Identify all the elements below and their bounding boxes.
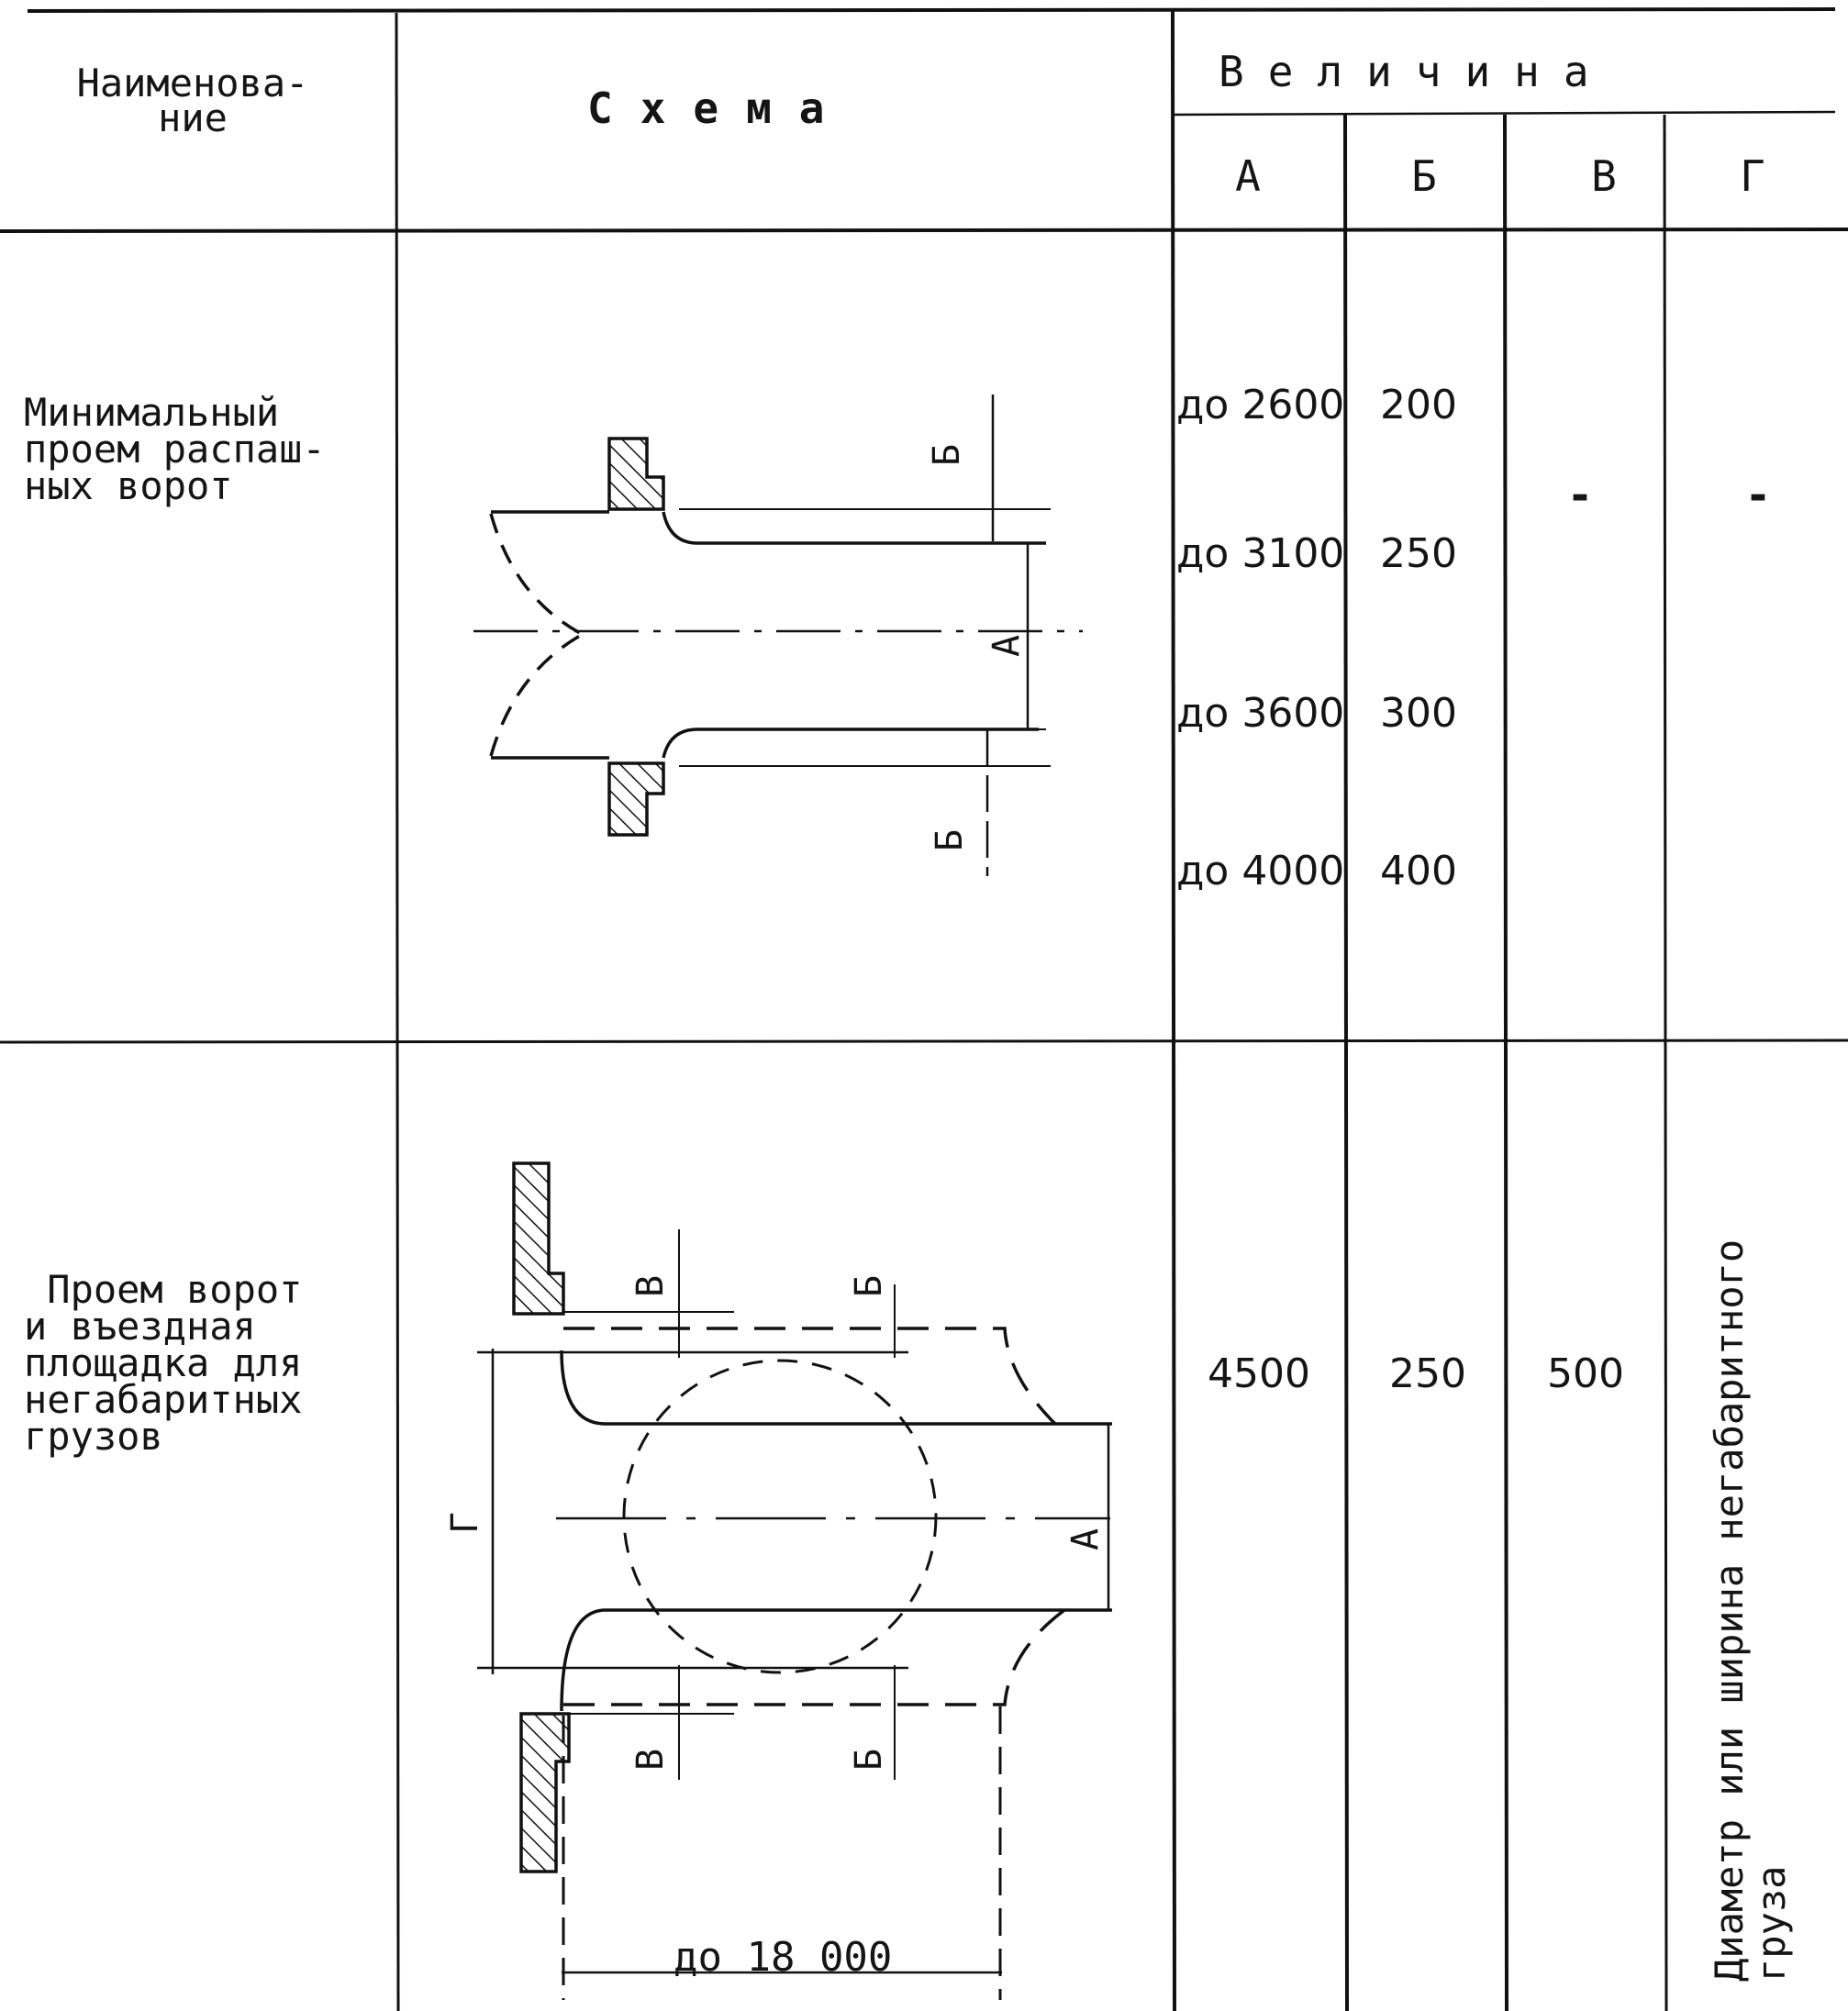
row2-b-value: 250 [1389,1350,1466,1397]
row1-v-value: - [1571,470,1589,521]
scheme2-label-a: А [1064,1528,1107,1550]
row1-a-value-4: до 4000 [1176,848,1345,894]
header-scheme-column: Схема [587,83,852,133]
row1-a-value-2: до 3100 [1176,530,1345,577]
row2-a-value: 4500 [1208,1350,1310,1397]
scheme2-label-g: Г [444,1511,486,1534]
row2-v-value: 500 [1547,1350,1624,1397]
scheme1-label-b-bottom: Б [929,828,971,851]
scheme2-label-b-top: Б [848,1274,890,1297]
row1-a-value-3: до 3600 [1176,690,1345,737]
scheme2-length-label: до 18 000 [674,1934,893,1981]
header-value-group: Величина [1219,47,1613,96]
header-col-v: В [1591,151,1617,201]
row1-b-value-2: 250 [1380,530,1457,577]
row2-g-value: Диаметр или ширина негабаритного груза [1707,1239,1794,1982]
row1-b-value-1: 200 [1380,382,1457,428]
row1-a-value-1: до 2600 [1176,382,1345,428]
scheme2-label-v-top: В [629,1274,672,1297]
row1-g-value: - [1749,470,1767,521]
row1-name: Минимальный проем распаш- ных ворот [24,390,326,508]
scheme2-label-v-bottom: В [629,1748,672,1771]
scheme1-label-b-top: Б [926,443,968,466]
header-col-g: Г [1740,151,1765,201]
row1-b-value-4: 400 [1380,848,1457,894]
row2-name: Проем ворот и въездная площадка для негабаритных грузов [24,1267,303,1459]
scheme2-label-b-bottom: Б [848,1748,890,1771]
row1-b-value-3: 300 [1380,690,1457,737]
header-name-column: Наименова- ние [76,61,309,140]
header-col-a: А [1235,151,1261,201]
scheme1-label-a: А [985,634,1028,657]
header-col-b: Б [1411,151,1437,201]
